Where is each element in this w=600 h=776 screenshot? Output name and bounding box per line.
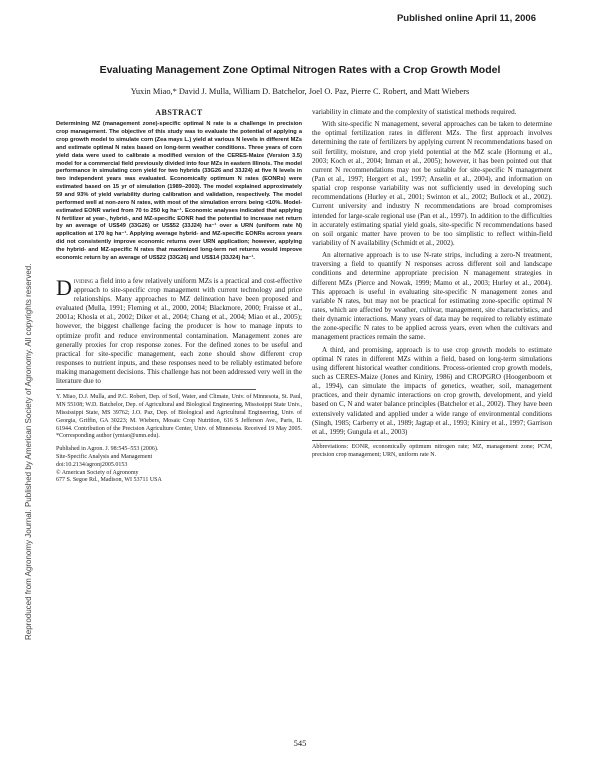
drop-cap: D xyxy=(56,274,72,300)
body-paragraph: An alternative approach is to use N-rate strips, including a zero-N treatment, traversing a field to quantify N responses across different soil and landscape conditions and determine appropriate precision N management strategies in different MZs (Pierce and Nowak, 1999; Mamo et al., 2003; Hurley et al., 2004). This approach is useful in evaluating site-specific N management zones and variable N rates, but may not be practical for estimating zone-specific optimal N rates, which are affected by weather, cultivar, management, site characteristics, and their dynamic interactions. Many years of data may be required to reliably estimate the zone-specific N rates to be applied across years, even when the cultivars and management practices remain the same. xyxy=(312,251,552,342)
abstract-heading: ABSTRACT xyxy=(155,108,203,117)
abbreviations-footnote: Abbreviations: EONR, economically optimum nitrogen rate; MZ, management zone; PCM, precision crop management; URN, uniform rate N. xyxy=(312,440,552,460)
pubinfo-line: Published in Agron. J. 98:545–553 (2006). xyxy=(56,446,159,453)
first-word: ividing xyxy=(73,276,94,285)
intro-body xyxy=(56,274,302,387)
right-column xyxy=(312,108,552,460)
publication-banner: Published online April 11, 2006 xyxy=(396,13,536,24)
body-paragraph: With site-specific N management, several approaches can be taken to determine the optimal fertilization rates in different MZs. The first approach involves determining the rate of fertilizers by applying current N recommendations based on soil fertility, moisture, and crop yield potential at the MZ scale (Hornung et al., 2003; Koch et al., 2004; Inman et al., 2005); however, it has been pointed out that current N recommendations may not be suitable for site-specific N management (Pan et al., 1997; Hergert et al., 1997; Anselin et al., 2004), and information on spatial crop response variability was not sufficiently used in developing such recommendations (Hurley et al., 2001; Swinton et al., 2002; Bullock et al., 2002). Current university and industry N recommendations are broad compromises intended for large-scale regional use (Pan et al., 1997). In addition to the difficulties in accurately estimating spatial yield goals, site-specific N recommendations based on soil organic matter have proven to be too simplistic to reflect within-field variability of N availability (Schmidt et al., 2002). xyxy=(312,120,552,247)
footnote-rule xyxy=(56,389,256,390)
page-number: 545 xyxy=(293,738,307,748)
author-affiliations: Y. Miao, D.J. Mulla, and P.C. Robert, Dep. of Soil, Water, and Climate, Univ. of Minnesota, St. Paul, MN 55108; W.D. Batchelor, Dep. of Agricultural and Biological Engineering, Mississippi State Univ., Mississippi State, MS 39762; J.O. Paz, Dep. of Biological and Agricultural Engineering, Univ. of Georgia, Griffin, GA 30223; M. Wiebers, Mosaic Crop Nutrition, 616 S Jefferson Ave., Paris, IL 61944. Contribution of the Precision Agriculture Center, Univ. of Minnesota. Received 19 May 2005. *Corresponding author (ymiao@umn.edu). xyxy=(56,394,302,440)
pubinfo-line: 677 S. Segoe Rd., Madison, WI 53711 USA xyxy=(56,477,162,484)
body-paragraph: A third, and promising, approach is to use crop growth models to estimate optimal N rates in different MZs within a field, based on long-term simulations using different historical weather conditions. Process-oriented crop growth models, such as CERES-Maize (Jones and Kiniry, 1986) and CROPGRO (Hoogenboom et al., 1994), can simulate the impacts of genetics, weather, soil, management practices, and their dynamic interactions on crop growth, development, and yield based on C, N and water balance principles (Batchelor et al., 2002). They have been extensively validated and applied under a wide range of environmental conditions (Singh, 1985; Carberry et al., 1989; Jagtap et al., 1993; Kiniry et al., 1997; Garrison et al., 1999; Gungula et al., 2003) xyxy=(312,345,552,436)
pubinfo-line: doi:10.2134/agronj2005.0153 xyxy=(56,461,128,468)
left-column xyxy=(56,108,302,485)
paper-title: Evaluating Management Zone Optimal Nitrogen Rates with a Crop Growth Model xyxy=(99,64,501,76)
intro-text: a field into a few relatively uniform MZs is a practical and cost-effective approach to site-specific crop management with current technology and price relationships. Many approaches to MZ delineation have been proposed and evaluated (Mulla, 1991; Fleming et al., 2000, 2004; Blackmore, 2000; Fraisse et al., 2001a; Khosla et al., 2002; Diker et al., 2004; Chang et al., 2004; Miao et al., 2005); however, the biggest challenge facing the producer is how to manage inputs to optimize profit and reduce environmental contamination. Management zones are generally proxies for crop response zones. For the defined zones to be useful and practical for site-specific management, each zone should show different crop responses to nutrient inputs, and these responses need to be reliably estimated before making management decisions. This challenge has not been addressed very well in the literature due to xyxy=(56,276,302,386)
author-list: Yuxin Miao,* David J. Mulla, William D. Batchelor, Joel O. Paz, Pierre C. Robert, and Matt Wiebers xyxy=(130,87,470,96)
publication-info xyxy=(56,446,302,485)
body-paragraph: variability in climate and the complexity of statistical methods required. xyxy=(312,108,517,116)
copyright-sidebar: Reproduced from Agronomy Journal. Published by American Society of Agronomy. All copyrights reserved. xyxy=(24,263,33,640)
intro-paragraph xyxy=(56,274,302,387)
pubinfo-line: © American Society of Agronomy xyxy=(56,469,139,476)
abstract-text: Determining MZ (management zone)-specific optimal N rate is a challenge in precision crop management. The objective of this study was to evaluate the potential of applying a crop growth model to simulate corn (Zea mays L.) yield at various N levels in different MZs and estimate optimal N rates based on long-term weather conditions. Three years of corn yield data were used to calibrate a modified version of the CERES-Maize (Version 3.5) model for a commercial field previously divided into four MZs in eastern Illinois. The model performance in simulating corn yield for two hybrids (33G26 and 33J24) at five N levels in two independent years was evaluated. Economically optimum N rates (EONRs) were estimated based on 15 yr of simulation (1989–2003). The model explained approximately 59 and 93% of yield variability during calibration and validation, respectively. The model performed well at non-zero N rates, with most of the simulation errors being <10%. Model-estimated EONR varied from 70 to 250 kg ha⁻¹. Economic analyses indicated that applying N fertilizer at year-, hybrid-, and MZ-specific EONR had the potential to increase net return by an average of US$49 (33G26) or US$52 (33J24) ha⁻¹ over a URN (uniform rate N) application at 170 kg ha⁻¹. Applying average hybrid- and MZ-specific EONRs across years did not consistently improve economic returns over URN application; however, applying the hybrid- and MZ-specific N rates that maximized long-term net returns would improve economic return by an average of US$22 (33G26) and US$14 (33J24) ha⁻¹. xyxy=(56,121,302,261)
pubinfo-line: Site-Specific Analysis and Management xyxy=(56,454,153,461)
